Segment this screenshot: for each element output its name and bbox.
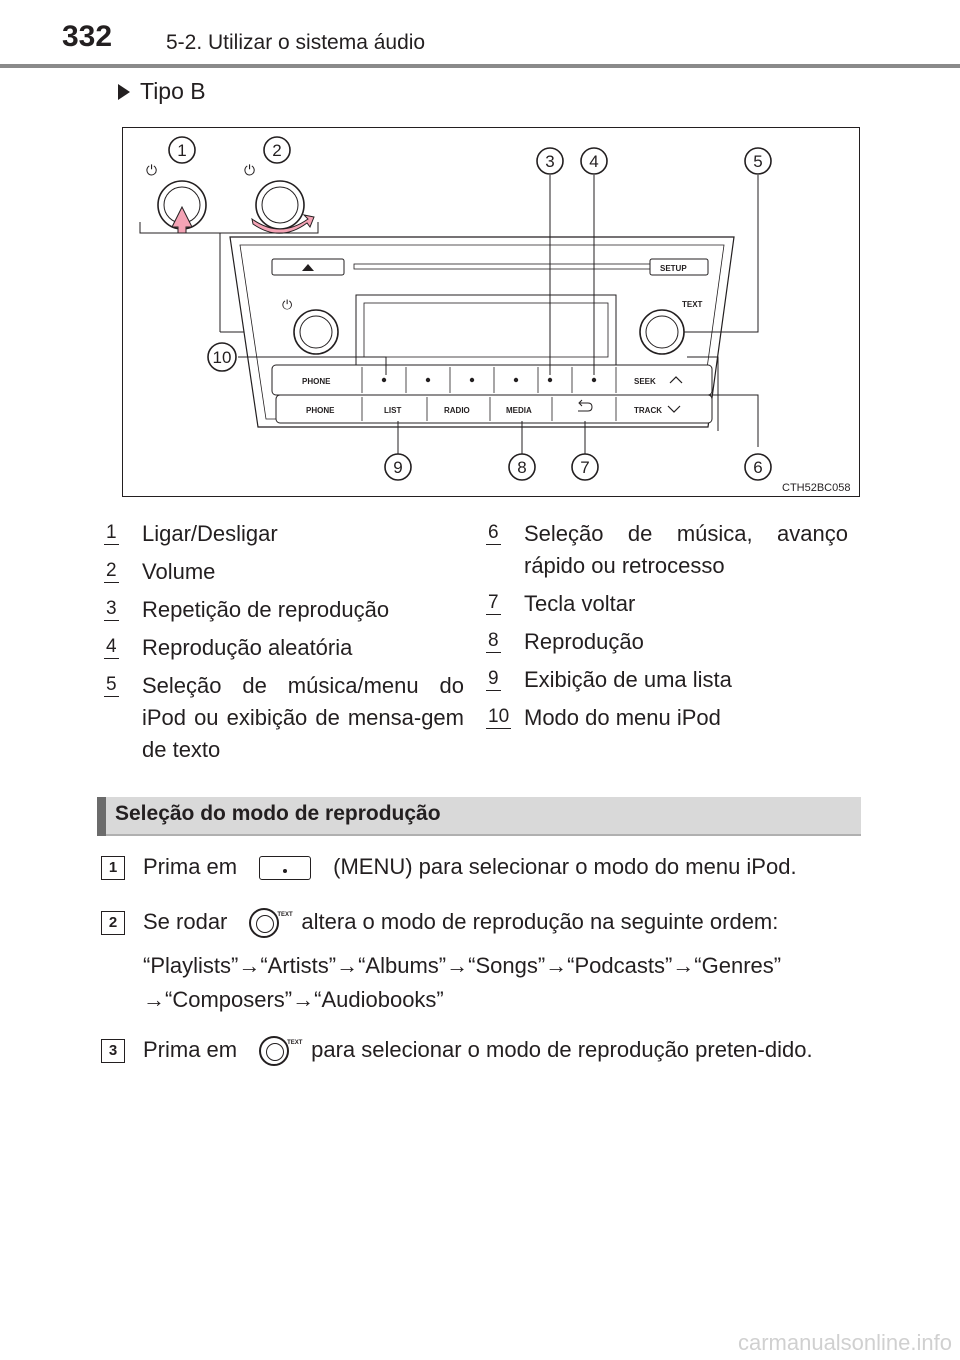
step-text-before: Prima em xyxy=(143,1037,238,1062)
track-button-label: TRACK xyxy=(634,406,662,415)
callout-1 xyxy=(169,137,195,163)
list-button-label: LIST xyxy=(384,406,402,415)
seek-button-label: SEEK xyxy=(634,377,656,386)
step-text-after: para selecionar o modo de reprodução preten-dido. xyxy=(311,1037,813,1062)
menu-button-icon xyxy=(259,856,311,880)
svg-text:3: 3 xyxy=(545,152,555,171)
legend-item: 5 Seleção de música/menu do iPod ou exibição de mensa-gem de texto xyxy=(106,673,464,762)
callout-8 xyxy=(509,454,535,480)
svg-text:9: 9 xyxy=(393,458,403,477)
step-text-after: altera o modo de reprodução na seguinte ordem: xyxy=(301,909,779,934)
svg-text:8: 8 xyxy=(517,458,527,477)
legend-item: 4 Reprodução aleatória xyxy=(106,635,353,660)
legend-item: 2 Volume xyxy=(106,559,216,584)
watermark: carmanualsonline.info xyxy=(737,1330,952,1355)
legend-item: 1 Ligar/Desligar xyxy=(106,521,278,546)
audio-unit-figure xyxy=(122,127,860,497)
phone-button-label: PHONE xyxy=(306,406,335,415)
step-2 xyxy=(101,905,861,1017)
legend-left xyxy=(104,518,464,772)
callout-4 xyxy=(581,148,607,174)
mode-sequence: “Playlists”→“Artists”→“Albums”→“Songs”→“Podcasts”→“Genres” →“Composers”→“Audiobooks” xyxy=(143,953,782,1012)
step-text-before: Prima em xyxy=(143,854,238,879)
callout-6 xyxy=(745,454,771,480)
step-number: 2 xyxy=(101,911,125,935)
text-knob-label: TEXT xyxy=(682,300,703,309)
step-number: 3 xyxy=(101,1039,125,1063)
power-symbol-icon: ⏻ xyxy=(282,297,293,312)
subsection-header xyxy=(97,797,861,836)
text-knob-icon xyxy=(249,908,293,938)
callout-9 xyxy=(385,454,411,480)
radio-button-label: RADIO xyxy=(444,406,470,415)
figure-code: CTH52BC058 xyxy=(782,482,851,494)
power-symbol-icon: ⏻ xyxy=(244,162,256,178)
svg-text:2: 2 xyxy=(272,141,282,160)
callout-2 xyxy=(264,137,290,163)
svg-text:1: 1 xyxy=(177,141,187,160)
callout-7 xyxy=(572,454,598,480)
legend-item: 7 Tecla voltar xyxy=(488,591,636,616)
power-symbol-icon: ⏻ xyxy=(146,162,158,178)
page-number: 332 xyxy=(62,20,113,53)
media-button-label: MEDIA xyxy=(506,406,532,415)
knob-label: TEXT xyxy=(277,912,293,919)
subsection-accent xyxy=(97,797,106,836)
subsection-title: Seleção do modo de reprodução xyxy=(115,802,441,825)
step-1 xyxy=(101,850,861,884)
head-unit xyxy=(230,237,734,427)
svg-text:5: 5 xyxy=(753,152,763,171)
type-label-text: Tipo B xyxy=(140,78,206,104)
legend-item: 10 Modo do menu iPod xyxy=(488,705,721,730)
bullet-arrow-icon xyxy=(118,84,130,100)
step-number: 1 xyxy=(101,856,125,880)
step-text-after: (MENU) para selecionar o modo do menu iPod. xyxy=(333,854,797,879)
type-label xyxy=(118,78,206,105)
step-text-before: Se rodar xyxy=(143,909,228,934)
legend-item: 8 Reprodução xyxy=(488,629,644,654)
legend-item: 9 Exibição de uma lista xyxy=(488,667,732,692)
legend-right xyxy=(486,518,848,740)
phone-button-label: PHONE xyxy=(302,377,331,386)
legend-item: 6 Seleção de música, avanço rápido ou retrocesso xyxy=(488,521,848,578)
legend-item: 3 Repetição de reprodução xyxy=(106,597,390,622)
section-title: 5-2. Utilizar o sistema áudio xyxy=(166,31,426,54)
callout-10 xyxy=(208,343,236,371)
svg-text:6: 6 xyxy=(753,458,763,477)
setup-button-label: SETUP xyxy=(660,264,687,273)
knob-label: TEXT xyxy=(287,1040,303,1047)
svg-text:7: 7 xyxy=(580,458,590,477)
step-3 xyxy=(101,1033,861,1067)
callout-5 xyxy=(745,148,771,174)
text-knob-icon xyxy=(259,1036,303,1066)
callout-3 xyxy=(537,148,563,174)
svg-text:10: 10 xyxy=(212,348,232,367)
svg-text:4: 4 xyxy=(589,152,599,171)
header-rule xyxy=(0,64,960,68)
